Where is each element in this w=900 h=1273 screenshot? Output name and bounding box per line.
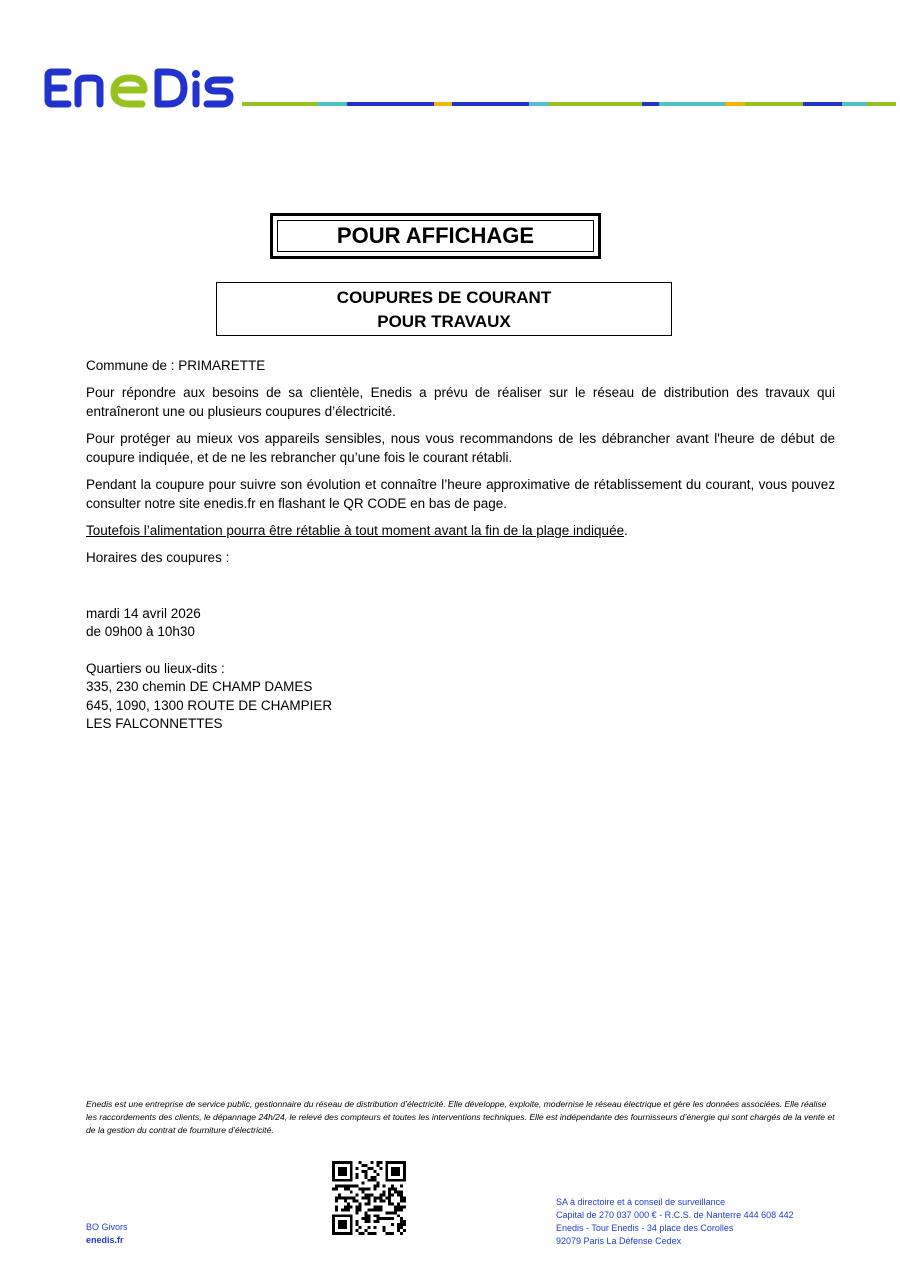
subtitle-box bbox=[216, 282, 672, 336]
enedis-logo bbox=[44, 66, 234, 110]
legal-line-2: Capital de 270 037 000 € - R.C.S. de Nanterre 444 608 442 bbox=[556, 1210, 794, 1220]
stripe-segment bbox=[434, 102, 451, 106]
paragraph-2: Pour protéger au mieux vos appareils sensibles, nous vous recommandons de les débrancher avant l'heure de début de coupure indiquée, et de ne les rebrancher qu’une fois le courant rétabli. bbox=[86, 431, 835, 465]
stripe-segment bbox=[242, 102, 318, 106]
legal-line-3: Enedis - Tour Enedis - 34 place des Corolles bbox=[556, 1223, 734, 1233]
legal-block bbox=[556, 1196, 794, 1248]
quartier-2: 645, 1090, 1300 ROUTE DE CHAMPIER bbox=[86, 698, 333, 713]
stripe-segment bbox=[529, 102, 548, 106]
commune: Commune de : PRIMARETTE bbox=[86, 358, 266, 373]
footer-office-block bbox=[86, 1221, 128, 1247]
paragraph-1: Pour répondre aux besoins de sa clientèle, Enedis a prévu de réaliser sur le réseau de distribution des travaux qui entraîneront une ou plusieurs coupures d’électricité. bbox=[86, 385, 835, 419]
paragraph-3: Pendant la coupure pour suivre son évolution et connaître l’heure approximative de rétablissement du courant, vous pouvez consulter notre site enedis.fr en flashant le QR CODE en bas de page. bbox=[86, 477, 835, 511]
stripe-segment bbox=[725, 102, 744, 106]
quartier-1: 335, 230 chemin DE CHAMP DAMES bbox=[86, 679, 313, 694]
website-link[interactable]: enedis.fr bbox=[86, 1235, 124, 1245]
stripe-segment bbox=[642, 102, 659, 106]
stripe-segment bbox=[745, 102, 803, 106]
schedule-time: de 09h00 à 10h30 bbox=[86, 624, 195, 639]
stripe-segment bbox=[803, 102, 842, 106]
subtitle-line-2: POUR TRAVAUX bbox=[377, 312, 511, 331]
legal-line-1: SA à directoire et à conseil de surveillance bbox=[556, 1197, 726, 1207]
stripe-segment bbox=[347, 102, 434, 106]
stripe-segment bbox=[867, 102, 896, 106]
qr-code[interactable] bbox=[332, 1161, 406, 1235]
paragraph-4-end: . bbox=[624, 523, 628, 538]
schedule-date: mardi 14 avril 2026 bbox=[86, 606, 201, 621]
stripe-segment bbox=[842, 102, 867, 106]
stripe-segment bbox=[549, 102, 642, 106]
paragraph-4 bbox=[86, 522, 835, 541]
stripe-segment bbox=[318, 102, 347, 106]
footer-disclaimer: Enedis est une entreprise de service public, gestionnaire du réseau de distribution d’électricité. Elle développe, exploite, modernise le réseau électrique et gère les données associées. Elle réalise les raccordements des clients, le dépannage 24h/24, le relevé des compteurs et toutes les interventions techniques. Elle est indépendante des fournisseurs d’énergie qui sont chargés de la vente et de la gestion du contrat de fourniture d’électricité. bbox=[86, 1099, 835, 1135]
quartiers-label: Quartiers ou lieux-dits : bbox=[86, 661, 225, 676]
stripe-segment bbox=[659, 102, 725, 106]
office-name: BO Givors bbox=[86, 1222, 128, 1232]
page-title: POUR AFFICHAGE bbox=[277, 220, 594, 252]
quartier-3: LES FALCONNETTES bbox=[86, 716, 223, 731]
paragraph-4-underlined: Toutefois l’alimentation pourra être rétablie à tout moment avant la fin de la plage indiquée bbox=[86, 523, 625, 538]
horaires-label: Horaires des coupures : bbox=[86, 550, 230, 565]
brand-stripe bbox=[242, 102, 896, 106]
title-frame bbox=[270, 213, 601, 259]
stripe-segment bbox=[452, 102, 530, 106]
subtitle-line-1: COUPURES DE COURANT bbox=[336, 288, 552, 307]
legal-line-4: 92079 Paris La Défense Cedex bbox=[556, 1236, 682, 1246]
